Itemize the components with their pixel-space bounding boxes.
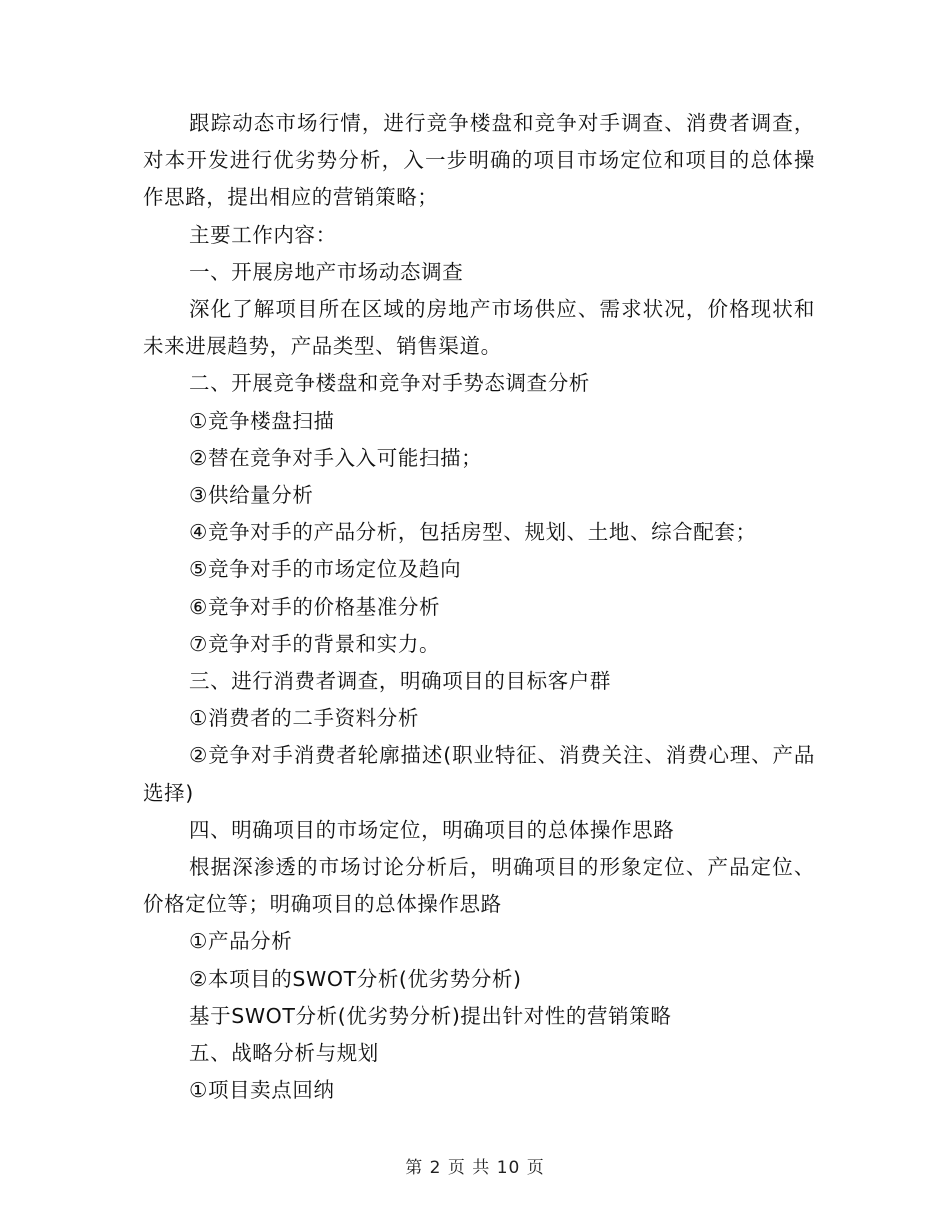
- list-item: ②本项目的SWOT分析(优劣势分析): [189, 966, 522, 991]
- section-heading: 二、开展竞争楼盘和竞争对手势态调查分析: [189, 371, 590, 396]
- list-item: ⑦竞争对手的背景和实力。: [189, 631, 441, 656]
- paragraph: 基于SWOT分析(优劣势分析)提出针对性的营销策略: [189, 1003, 672, 1028]
- list-item: ①产品分析: [189, 929, 293, 954]
- list-item: ①项目卖点回纳: [189, 1078, 335, 1103]
- paragraph: 根据深渗透的市场讨论分析后，明确项目的形象定位、产品定位、价格定位等；明确项目的总体操作思路: [143, 855, 815, 917]
- list-item: ③供给量分析: [189, 483, 314, 508]
- paragraph: 深化了解项目所在区域的房地产市场供应、需求状况，价格现状和未来进展趋势，产品类型、销售渠道。: [143, 297, 815, 359]
- list-item: ①竞争楼盘扫描: [189, 408, 335, 433]
- list-item: ⑥竞争对手的价格基准分析: [189, 594, 441, 619]
- list-item: ①消费者的二手资料分析: [189, 706, 419, 731]
- section-heading: 四、明确项目的市场定位，明确项目的总体操作思路: [189, 817, 675, 842]
- paragraph: 主要工作内容：: [189, 222, 337, 247]
- list-item: ②替在竞争对手入入可能扫描；: [189, 445, 483, 470]
- list-item: ⑤竞争对手的市场定位及趋向: [189, 557, 462, 582]
- paragraph: 跟踪动态市场行情，进行竞争楼盘和竞争对手调查、消费者调查，对本开发进行优劣势分析，入一步明确的项目市场定位和项目的总体操作思路，提出相应的营销策略；: [143, 111, 815, 210]
- list-item: ②竞争对手消费者轮廓描述(职业特征、消费关注、消费心理、产品选择): [143, 743, 815, 805]
- section-heading: 一、开展房地产市场动态调查: [189, 259, 464, 284]
- section-heading: 三、进行消费者调查，明确项目的目标客户群: [189, 669, 611, 694]
- document-body: [143, 105, 815, 1109]
- section-heading: 五、战略分析与规划: [189, 1041, 379, 1066]
- page-number-footer: 第 2 页 共 10 页: [405, 1158, 545, 1178]
- list-item: ④竞争对手的产品分析，包括房型、规划、土地、综合配套；: [189, 520, 757, 545]
